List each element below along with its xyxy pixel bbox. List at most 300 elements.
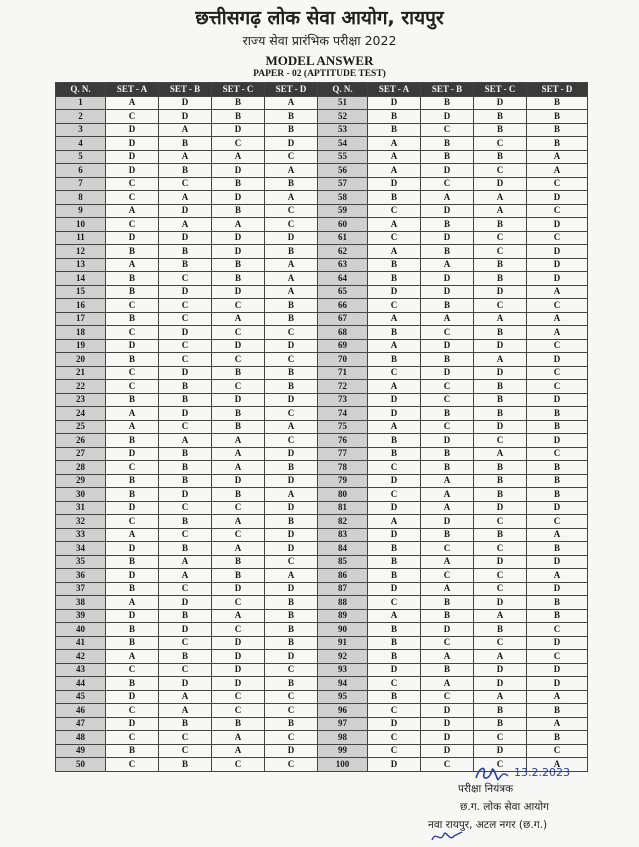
question-number-cell: 37 <box>56 582 106 596</box>
question-number-cell: 60 <box>318 218 368 232</box>
question-number-cell: 31 <box>56 501 106 515</box>
table-row <box>56 299 588 313</box>
answer-cell: B <box>474 393 527 407</box>
question-number-cell: 16 <box>56 299 106 313</box>
answer-cell: B <box>106 474 159 488</box>
answer-cell: B <box>527 704 588 718</box>
answer-cell: D <box>527 582 588 596</box>
answer-cell: C <box>159 528 212 542</box>
answer-cell: C <box>159 501 212 515</box>
question-number-cell: 97 <box>318 717 368 731</box>
question-number-cell: 57 <box>318 177 368 191</box>
answer-cell: D <box>212 231 265 245</box>
answer-cell: A <box>265 285 318 299</box>
table-row <box>56 96 588 110</box>
answer-cell: A <box>421 650 474 664</box>
answer-cell: B <box>368 636 421 650</box>
answer-cell: A <box>527 326 588 340</box>
question-number-cell: 70 <box>318 353 368 367</box>
answer-cell: C <box>212 326 265 340</box>
answer-cell: A <box>159 555 212 569</box>
question-number-cell: 54 <box>318 137 368 151</box>
answer-cell: C <box>265 663 318 677</box>
answer-cell: A <box>265 191 318 205</box>
answer-cell: B <box>265 609 318 623</box>
answer-cell: C <box>368 366 421 380</box>
question-number-cell: 53 <box>318 123 368 137</box>
answer-cell: A <box>421 191 474 205</box>
question-number-cell: 99 <box>318 744 368 758</box>
answer-cell: A <box>159 569 212 583</box>
answer-cell: B <box>474 110 527 124</box>
answer-cell: C <box>159 339 212 353</box>
question-number-cell: 85 <box>318 555 368 569</box>
answer-cell: C <box>368 704 421 718</box>
answer-cell: D <box>474 663 527 677</box>
question-number-cell: 94 <box>318 677 368 691</box>
answer-cell: C <box>212 758 265 772</box>
answer-cell: B <box>368 690 421 704</box>
answer-cell: D <box>106 447 159 461</box>
answer-cell: C <box>421 123 474 137</box>
signature-address: नवा रायपुर, अटल नगर (छ.ग.) <box>428 819 548 831</box>
answer-cell: D <box>212 245 265 259</box>
answer-cell: B <box>265 515 318 529</box>
answer-cell: C <box>159 312 212 326</box>
answer-cell: A <box>106 420 159 434</box>
table-row <box>56 312 588 326</box>
answer-cell: B <box>265 110 318 124</box>
question-number-cell: 73 <box>318 393 368 407</box>
table-row <box>56 204 588 218</box>
table-row <box>56 501 588 515</box>
question-number-cell: 7 <box>56 177 106 191</box>
answer-cell: D <box>474 677 527 691</box>
answer-cell: D <box>159 231 212 245</box>
answer-cell: A <box>527 312 588 326</box>
answer-cell: D <box>474 555 527 569</box>
answer-cell: D <box>368 528 421 542</box>
answer-cell: C <box>159 353 212 367</box>
answer-cell: A <box>106 204 159 218</box>
answer-cell: D <box>368 501 421 515</box>
answer-cell: B <box>421 528 474 542</box>
question-number-cell: 41 <box>56 636 106 650</box>
answer-cell: C <box>106 515 159 529</box>
answer-cell: A <box>212 744 265 758</box>
question-number-cell: 17 <box>56 312 106 326</box>
answer-cell: B <box>368 353 421 367</box>
answer-cell: D <box>421 231 474 245</box>
question-number-cell: 18 <box>56 326 106 340</box>
answer-cell: B <box>159 164 212 178</box>
answer-cell: D <box>421 623 474 637</box>
question-number-cell: 46 <box>56 704 106 718</box>
answer-cell: A <box>106 258 159 272</box>
answer-cell: C <box>265 407 318 421</box>
answer-cell: D <box>421 744 474 758</box>
answer-cell: D <box>421 272 474 286</box>
answer-cell: C <box>212 596 265 610</box>
question-number-cell: 19 <box>56 339 106 353</box>
answer-cell: B <box>527 123 588 137</box>
question-number-cell: 88 <box>318 596 368 610</box>
answer-cell: C <box>106 380 159 394</box>
answer-cell: A <box>368 245 421 259</box>
answer-cell: B <box>421 299 474 313</box>
table-row <box>56 420 588 434</box>
signature-designation: परीक्षा नियंत्रक <box>458 783 514 795</box>
answer-cell: B <box>265 245 318 259</box>
question-number-cell: 59 <box>318 204 368 218</box>
answer-cell: D <box>106 150 159 164</box>
answer-cell: B <box>474 150 527 164</box>
answer-cell: A <box>159 690 212 704</box>
question-number-cell: 84 <box>318 542 368 556</box>
answer-cell: C <box>474 758 527 772</box>
answer-cell: C <box>421 636 474 650</box>
answer-cell: A <box>106 528 159 542</box>
answer-cell: D <box>474 285 527 299</box>
answer-cell: D <box>159 285 212 299</box>
answer-cell: C <box>368 596 421 610</box>
answer-cell: B <box>106 744 159 758</box>
answer-cell: C <box>368 731 421 745</box>
initials-mark <box>428 826 468 846</box>
answer-cell: D <box>527 393 588 407</box>
answer-cell: B <box>212 96 265 110</box>
answer-cell: D <box>265 231 318 245</box>
answer-cell: A <box>421 501 474 515</box>
question-number-cell: 49 <box>56 744 106 758</box>
answer-cell: A <box>106 407 159 421</box>
answer-cell: D <box>265 744 318 758</box>
table-row <box>56 609 588 623</box>
question-number-cell: 48 <box>56 731 106 745</box>
answer-cell: D <box>474 177 527 191</box>
answer-cell: D <box>421 366 474 380</box>
question-number-cell: 20 <box>56 353 106 367</box>
answer-cell: D <box>106 542 159 556</box>
answer-cell: A <box>212 731 265 745</box>
answer-cell: C <box>527 231 588 245</box>
answer-cell: D <box>159 623 212 637</box>
answer-cell: A <box>159 704 212 718</box>
answer-cell: A <box>106 650 159 664</box>
answer-cell: B <box>527 407 588 421</box>
answer-cell: C <box>106 731 159 745</box>
answer-cell: C <box>474 137 527 151</box>
table-row <box>56 704 588 718</box>
answer-cell: A <box>474 690 527 704</box>
question-number-cell: 29 <box>56 474 106 488</box>
signature-date: 13.2.2023 <box>514 766 570 779</box>
answer-cell: C <box>474 434 527 448</box>
answer-cell: C <box>265 704 318 718</box>
table-row <box>56 218 588 232</box>
question-number-cell: 14 <box>56 272 106 286</box>
question-number-cell: 3 <box>56 123 106 137</box>
answer-cell: A <box>421 474 474 488</box>
question-number-cell: 95 <box>318 690 368 704</box>
table-row <box>56 353 588 367</box>
answer-cell: B <box>368 110 421 124</box>
answer-cell: A <box>527 528 588 542</box>
question-number-cell: 23 <box>56 393 106 407</box>
answer-cell: D <box>159 407 212 421</box>
answer-cell: A <box>265 96 318 110</box>
answer-cell: A <box>265 272 318 286</box>
answer-cell: C <box>421 420 474 434</box>
table-row <box>56 474 588 488</box>
question-number-cell: 78 <box>318 461 368 475</box>
question-number-cell: 44 <box>56 677 106 691</box>
answer-cell: C <box>212 690 265 704</box>
answer-cell: A <box>527 690 588 704</box>
answer-cell: A <box>212 218 265 232</box>
answer-cell: B <box>527 461 588 475</box>
answer-cell: D <box>474 96 527 110</box>
answer-cell: B <box>474 258 527 272</box>
question-number-cell: 76 <box>318 434 368 448</box>
answer-cell: D <box>474 366 527 380</box>
answer-cell: B <box>368 650 421 664</box>
answer-cell: A <box>212 434 265 448</box>
question-number-cell: 1 <box>56 96 106 110</box>
question-number-cell: 55 <box>318 150 368 164</box>
answer-cell: C <box>474 231 527 245</box>
answer-cell: B <box>474 717 527 731</box>
answer-cell: D <box>212 285 265 299</box>
table-row <box>56 366 588 380</box>
table-row <box>56 596 588 610</box>
answer-cell: B <box>159 650 212 664</box>
answer-cell: A <box>527 164 588 178</box>
question-number-cell: 35 <box>56 555 106 569</box>
answer-cell: C <box>474 164 527 178</box>
header-qn-left: Q. N. <box>56 83 106 97</box>
answer-cell: D <box>159 110 212 124</box>
question-number-cell: 22 <box>56 380 106 394</box>
answer-cell: D <box>265 137 318 151</box>
answer-cell: D <box>474 744 527 758</box>
answer-cell: D <box>159 204 212 218</box>
answer-cell: B <box>212 717 265 731</box>
answer-cell: A <box>368 312 421 326</box>
table-row <box>56 569 588 583</box>
question-number-cell: 65 <box>318 285 368 299</box>
question-number-cell: 5 <box>56 150 106 164</box>
question-number-cell: 74 <box>318 407 368 421</box>
answer-cell: C <box>421 177 474 191</box>
answer-cell: C <box>159 663 212 677</box>
answer-cell: C <box>106 299 159 313</box>
answer-cell: D <box>106 137 159 151</box>
answer-cell: C <box>106 191 159 205</box>
table-row <box>56 245 588 259</box>
answer-cell: C <box>106 366 159 380</box>
answer-cell: A <box>106 596 159 610</box>
answer-cell: D <box>474 420 527 434</box>
answer-cell: C <box>527 744 588 758</box>
answer-cell: A <box>265 420 318 434</box>
answer-cell: B <box>265 380 318 394</box>
answer-cell: A <box>421 582 474 596</box>
answer-cell: D <box>527 245 588 259</box>
table-row <box>56 258 588 272</box>
answer-cell: C <box>265 204 318 218</box>
answer-cell: A <box>527 150 588 164</box>
answer-cell: A <box>265 164 318 178</box>
answer-cell: C <box>474 515 527 529</box>
answer-cell: B <box>212 555 265 569</box>
answer-cell: B <box>527 731 588 745</box>
table-row <box>56 110 588 124</box>
answer-cell: C <box>212 299 265 313</box>
header-set-b-right: SET - B <box>421 83 474 97</box>
question-number-cell: 10 <box>56 218 106 232</box>
answer-cell: C <box>106 177 159 191</box>
table-row <box>56 272 588 286</box>
table-row <box>56 123 588 137</box>
answer-cell: B <box>421 663 474 677</box>
answer-cell: C <box>421 393 474 407</box>
answer-cell: B <box>368 326 421 340</box>
answer-cell: B <box>265 596 318 610</box>
answer-cell: D <box>159 677 212 691</box>
question-number-cell: 6 <box>56 164 106 178</box>
question-number-cell: 28 <box>56 461 106 475</box>
question-number-cell: 52 <box>318 110 368 124</box>
answer-cell: D <box>368 474 421 488</box>
answer-cell: D <box>106 164 159 178</box>
table-row <box>56 555 588 569</box>
answer-cell: B <box>474 474 527 488</box>
answer-cell: C <box>212 704 265 718</box>
answer-cell: A <box>106 96 159 110</box>
answer-cell: B <box>421 447 474 461</box>
question-number-cell: 96 <box>318 704 368 718</box>
answer-cell: B <box>106 623 159 637</box>
answer-cell: B <box>159 609 212 623</box>
question-number-cell: 24 <box>56 407 106 421</box>
answer-cell: C <box>106 326 159 340</box>
answer-cell: B <box>474 623 527 637</box>
question-number-cell: 79 <box>318 474 368 488</box>
answer-cell: D <box>106 717 159 731</box>
answer-cell: D <box>159 326 212 340</box>
answer-key-table <box>55 82 588 772</box>
answer-cell: A <box>212 461 265 475</box>
answer-cell: D <box>212 582 265 596</box>
answer-cell: B <box>474 123 527 137</box>
answer-cell: D <box>421 164 474 178</box>
answer-cell: B <box>368 555 421 569</box>
answer-cell: A <box>368 137 421 151</box>
question-number-cell: 92 <box>318 650 368 664</box>
answer-cell: D <box>527 191 588 205</box>
answer-cell: C <box>474 569 527 583</box>
question-number-cell: 30 <box>56 488 106 502</box>
question-number-cell: 86 <box>318 569 368 583</box>
question-number-cell: 90 <box>318 623 368 637</box>
answer-cell: B <box>474 326 527 340</box>
table-row <box>56 407 588 421</box>
question-number-cell: 50 <box>56 758 106 772</box>
answer-cell: A <box>368 339 421 353</box>
answer-cell: A <box>368 150 421 164</box>
answer-cell: D <box>474 501 527 515</box>
answer-cell: A <box>368 164 421 178</box>
answer-cell: C <box>527 177 588 191</box>
answer-cell: B <box>212 366 265 380</box>
table-row <box>56 326 588 340</box>
question-number-cell: 4 <box>56 137 106 151</box>
answer-cell: B <box>474 461 527 475</box>
answer-cell: B <box>527 110 588 124</box>
answer-cell: D <box>474 596 527 610</box>
answer-cell: C <box>212 380 265 394</box>
table-row <box>56 636 588 650</box>
answer-cell: C <box>527 650 588 664</box>
table-row <box>56 488 588 502</box>
answer-cell: D <box>421 704 474 718</box>
answer-cell: A <box>265 258 318 272</box>
answer-cell: B <box>474 488 527 502</box>
question-number-cell: 2 <box>56 110 106 124</box>
answer-cell: D <box>421 110 474 124</box>
answer-cell: C <box>265 731 318 745</box>
answer-cell: B <box>159 393 212 407</box>
answer-cell: A <box>474 447 527 461</box>
table-row <box>56 542 588 556</box>
question-number-cell: 71 <box>318 366 368 380</box>
answer-cell: A <box>527 717 588 731</box>
answer-cell: C <box>421 542 474 556</box>
answer-cell: C <box>368 744 421 758</box>
table-header-row <box>56 83 588 97</box>
answer-cell: D <box>527 555 588 569</box>
question-number-cell: 9 <box>56 204 106 218</box>
table-row <box>56 339 588 353</box>
answer-cell: A <box>474 353 527 367</box>
answer-cell: C <box>106 758 159 772</box>
question-number-cell: 63 <box>318 258 368 272</box>
answer-cell: D <box>421 285 474 299</box>
answer-cell: D <box>159 596 212 610</box>
question-number-cell: 61 <box>318 231 368 245</box>
question-number-cell: 12 <box>56 245 106 259</box>
answer-cell: A <box>159 191 212 205</box>
answer-cell: A <box>212 312 265 326</box>
answer-cell: B <box>527 488 588 502</box>
table-row <box>56 461 588 475</box>
answer-cell: C <box>106 110 159 124</box>
table-row <box>56 582 588 596</box>
answer-cell: B <box>212 258 265 272</box>
answer-cell: B <box>368 191 421 205</box>
answer-cell: B <box>159 245 212 259</box>
exam-subtitle: राज्य सेवा प्रारंभिक परीक्षा 2022 <box>242 33 397 48</box>
answer-cell: D <box>421 717 474 731</box>
answer-cell: B <box>159 758 212 772</box>
answer-cell: D <box>159 488 212 502</box>
question-number-cell: 83 <box>318 528 368 542</box>
answer-cell: D <box>265 582 318 596</box>
answer-cell: C <box>265 690 318 704</box>
header-set-b-left: SET - B <box>159 83 212 97</box>
answer-cell: D <box>527 501 588 515</box>
